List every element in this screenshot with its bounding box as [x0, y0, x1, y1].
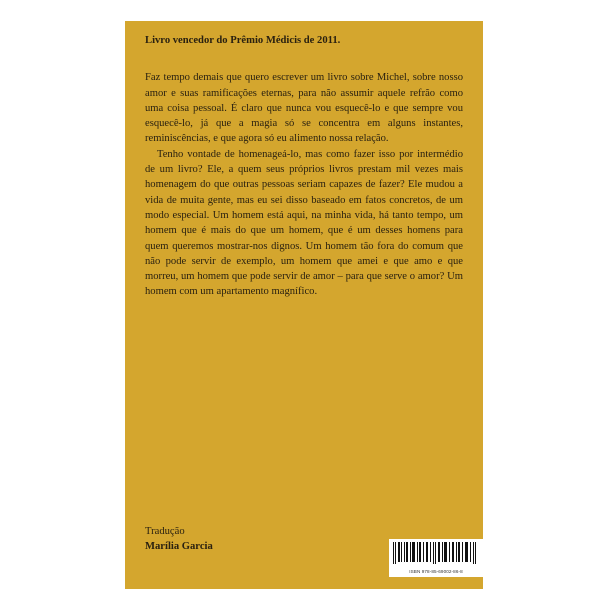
barcode-bars-icon: [391, 542, 481, 564]
barcode: [389, 539, 483, 577]
isbn-number: ISBN 978-85-69002-86-8: [409, 569, 463, 574]
translation-label: Tradução: [145, 526, 185, 537]
translation-credit: [145, 524, 213, 554]
back-cover: [125, 21, 483, 589]
award-headline: Livro vencedor do Prêmio Médicis de 2011.: [145, 35, 341, 46]
blurb-paragraph-2: Tenho vontade de homenageá-lo, mas como fazer isso por intermédio de um livro? Ele, a quem seus próprios livros prestam mil vezes mais homenagem do que outras pessoas seriam capazes de fazer? Ele mudou a vida de muita gente, mas eu sei disso baseado em fatos concretos, de um modo especial. Um homem está aqui, na minha vida, há tanto tempo, um homem que é mais do que um homem, que é um desses homens para quem queremos mostrar-nos dignos. Um homem tão fora do comum que não pode servir de exemplo, um homem que amei e que amo e que morreu, um homem que pode servir de amor – para que serve o amor? Um homem com um apartamento magnífico.: [145, 148, 463, 298]
translator-name: Marília Garcia: [145, 541, 213, 552]
blurb-text-block: [145, 33, 463, 300]
blurb-paragraph-1: Faz tempo demais que quero escrever um livro sobre Michel, sobre nosso amor e suas ramificações eternas, para não assumir aquele refrão como uma coisa pessoal. É claro que nunca vou esquecê-lo e que sempre vou esquecê-lo, já que a magia só se concentra em alguns instantes, reminiscências, e que agora só eu alimento nossa relação.: [145, 72, 463, 145]
